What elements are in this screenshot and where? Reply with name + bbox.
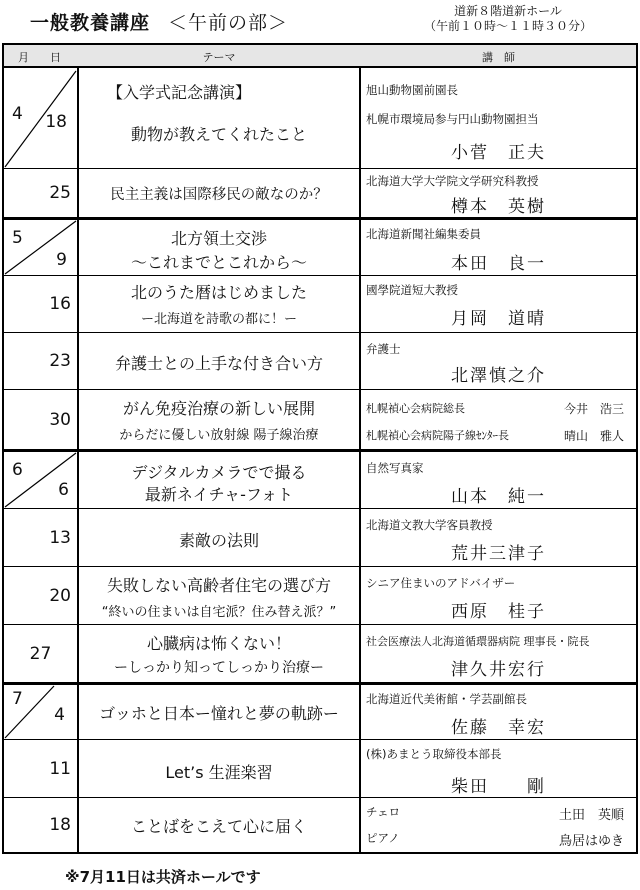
theme-cell: [79, 169, 359, 217]
date-cell: [4, 169, 77, 217]
venue-info: [408, 4, 608, 34]
lecturer-cell: [361, 509, 636, 566]
lecturer-cell: [361, 169, 636, 217]
date-cell: [4, 685, 77, 739]
lecturer-affiliation: 札幌禎心会病院総長: [366, 402, 465, 415]
theme-cell: [79, 220, 359, 275]
date-cell: [4, 390, 77, 449]
table-row: [4, 333, 636, 390]
lecturer-affiliation: (株)あまとう取締役本部長: [366, 747, 502, 761]
theme-title: 心臓病は怖くない！: [146, 634, 291, 653]
theme-subtitle: ー北海道を詩歌の都に！ー: [140, 312, 297, 327]
lecturer-name: 晴山 雅人: [563, 429, 624, 443]
lecturer-cell: [361, 625, 636, 682]
page-subtitle: ＜午前の部＞: [168, 12, 289, 34]
table-row: [4, 169, 636, 218]
table-header-row: [4, 45, 636, 68]
month-label: 4: [12, 104, 23, 124]
column-header-lecturer: 講 師: [482, 51, 515, 64]
day-label: 30: [49, 409, 71, 430]
table-row: [4, 509, 636, 567]
theme-subtitle: “終いの住まいは自宅派？住み替え派？”: [101, 605, 337, 620]
theme-subtitle: 最新ネイチャ-フォト: [144, 485, 294, 504]
date-cell: [4, 798, 77, 852]
lecturer-name: 本田 良一: [451, 254, 546, 274]
month-label: 5: [12, 228, 23, 248]
lecturer-cell: [361, 333, 636, 389]
day-label: 23: [49, 351, 71, 371]
month-label: 6: [12, 460, 23, 480]
venue-name: 道新８階道新ホール: [454, 4, 562, 18]
theme-cell: [79, 798, 359, 852]
page-header: [0, 0, 640, 44]
table-row: [4, 683, 636, 740]
lecturer-affiliation: 札幌禎心会病院陽子線ｾﾝﾀｰ長: [366, 429, 509, 442]
theme-title: 北のうた暦はじめました: [130, 283, 307, 302]
theme-label: 【入学式記念講演】: [106, 83, 251, 102]
table-row: [4, 567, 636, 625]
lecturer-affiliation: 自然写真家: [366, 461, 424, 475]
theme-title: ゴッホと日本ー憧れと夢の軌跡ー: [99, 704, 339, 723]
theme-title: 失敗しない高齢者住宅の選び方: [106, 576, 331, 595]
lecturer-affiliation: 北海道近代美術館・学芸副館長: [366, 692, 527, 706]
lecturer-affiliation: 旭山動物園前園長: [366, 83, 458, 97]
lecturer-cell: [361, 70, 636, 168]
date-cell: [4, 452, 77, 508]
date-cell: [4, 509, 77, 566]
lecturer-name: 山本 純一: [451, 487, 546, 507]
day-label: 18: [45, 112, 67, 132]
theme-subtitle: からだに優しい放射線 陽子線治療: [119, 428, 319, 443]
theme-title: 動物が教えてくれたこと: [130, 125, 307, 144]
date-cell: [4, 567, 77, 624]
lecturer-cell: [361, 567, 636, 624]
day-label: 27: [29, 643, 52, 664]
theme-title: 素敵の法則: [178, 531, 259, 550]
date-cell: [4, 333, 77, 389]
day-label: 6: [58, 480, 69, 500]
lecturer-name: 北澤慎之介: [451, 366, 546, 386]
lecturer-affiliation: 札幌市環境局参与円山動物園担当: [366, 112, 539, 126]
column-header-day: 日: [50, 51, 61, 64]
date-cell: [4, 276, 77, 332]
lecturer-name: 津久井宏行: [451, 660, 546, 680]
date-cell: [4, 625, 77, 682]
date-cell: [4, 70, 77, 168]
lecturer-cell: [361, 452, 636, 508]
lecturer-cell: [361, 276, 636, 332]
table-row: [4, 450, 636, 509]
theme-subtitle: 〜これまでとこれから〜: [130, 253, 307, 272]
footnote: ※7月11日は共済ホールです: [65, 868, 261, 886]
performer-name: 土田 英順: [558, 808, 624, 823]
lecturer-affiliation: 北海道文教大学客員教授: [366, 518, 493, 532]
theme-title: ことばをこえて心に届く: [130, 817, 307, 836]
theme-title: がん免疫治療の新しい展開: [122, 399, 315, 418]
table-row: [4, 798, 636, 852]
day-label: 11: [49, 758, 71, 779]
lecturer-cell: [361, 798, 636, 852]
theme-cell: [79, 452, 359, 508]
lecturer-cell: [361, 390, 636, 449]
theme-title: Let’s 生涯楽習: [165, 763, 273, 782]
lecturer-affiliation: 北海道大学大学院文学研究科教授: [366, 174, 539, 188]
theme-cell: [79, 70, 359, 168]
lecturer-name: 西原 桂子: [451, 602, 546, 622]
day-label: 13: [49, 527, 71, 548]
lecturer-name: 佐藤 幸宏: [451, 718, 546, 738]
theme-cell: [79, 333, 359, 389]
column-header-theme: テーマ: [202, 51, 236, 64]
day-label: 20: [49, 585, 71, 606]
table-row: [4, 70, 636, 169]
table-row: [4, 390, 636, 450]
day-label: 18: [49, 815, 71, 835]
theme-cell: [79, 390, 359, 449]
theme-cell: [79, 625, 359, 682]
lecturer-affiliation: シニア住まいのアドバイザー: [366, 576, 516, 590]
venue-time: （午前１０時〜１１時３０分）: [423, 19, 592, 33]
table-row: [4, 276, 636, 333]
performer-name: 鳥居はゆき: [558, 834, 624, 849]
lecturer-cell: [361, 685, 636, 739]
lecturer-name: 柴田 剛: [451, 777, 546, 797]
table-row: [4, 625, 636, 683]
day-label: 25: [49, 183, 71, 203]
lecturer-name: 小菅 正夫: [451, 143, 546, 163]
theme-title: 北方領土交渉: [170, 229, 267, 248]
lecturer-affiliation: 社会医療法人北海道循環器病院 理事長・院長: [366, 635, 590, 648]
theme-cell: [79, 740, 359, 797]
theme-title: 民主主義は国際移民の敵なのか？: [110, 187, 328, 203]
theme-title: デジタルカメラでで撮る: [131, 463, 307, 482]
month-label: 7: [12, 689, 23, 709]
lecturer-name: 今井 浩三: [563, 402, 624, 416]
theme-cell: [79, 276, 359, 332]
theme-cell: [79, 685, 359, 739]
lecturer-affiliation: 北海道新聞社編集委員: [366, 227, 481, 241]
day-label: 16: [49, 294, 71, 314]
theme-subtitle: ーしっかり知ってしっかり治療ー: [114, 660, 324, 676]
theme-title: 弁護士との上手な付き合い方: [114, 354, 323, 373]
lecturer-name: 荒井三津子: [451, 544, 546, 564]
table-row: [4, 740, 636, 798]
instrument-label: ピアノ: [366, 831, 400, 845]
lecturer-cell: [361, 220, 636, 275]
date-cell: [4, 220, 77, 275]
table-row: [4, 218, 636, 276]
lecturer-name: 樽本 英樹: [451, 197, 546, 217]
lecturer-name: 月岡 道晴: [451, 309, 546, 329]
page-title: 一般教養講座: [30, 12, 151, 34]
theme-cell: [79, 567, 359, 624]
lecturer-affiliation: 國學院道短大教授: [366, 283, 458, 297]
lecturer-affiliation: 弁護士: [366, 342, 401, 356]
lecture-schedule-table: [2, 43, 638, 854]
theme-cell: [79, 509, 359, 566]
date-cell: [4, 740, 77, 797]
column-header-month: 月: [18, 51, 29, 64]
instrument-label: チェロ: [366, 805, 401, 819]
day-label: 4: [54, 705, 65, 725]
day-label: 9: [56, 250, 67, 270]
lecturer-cell: [361, 740, 636, 797]
